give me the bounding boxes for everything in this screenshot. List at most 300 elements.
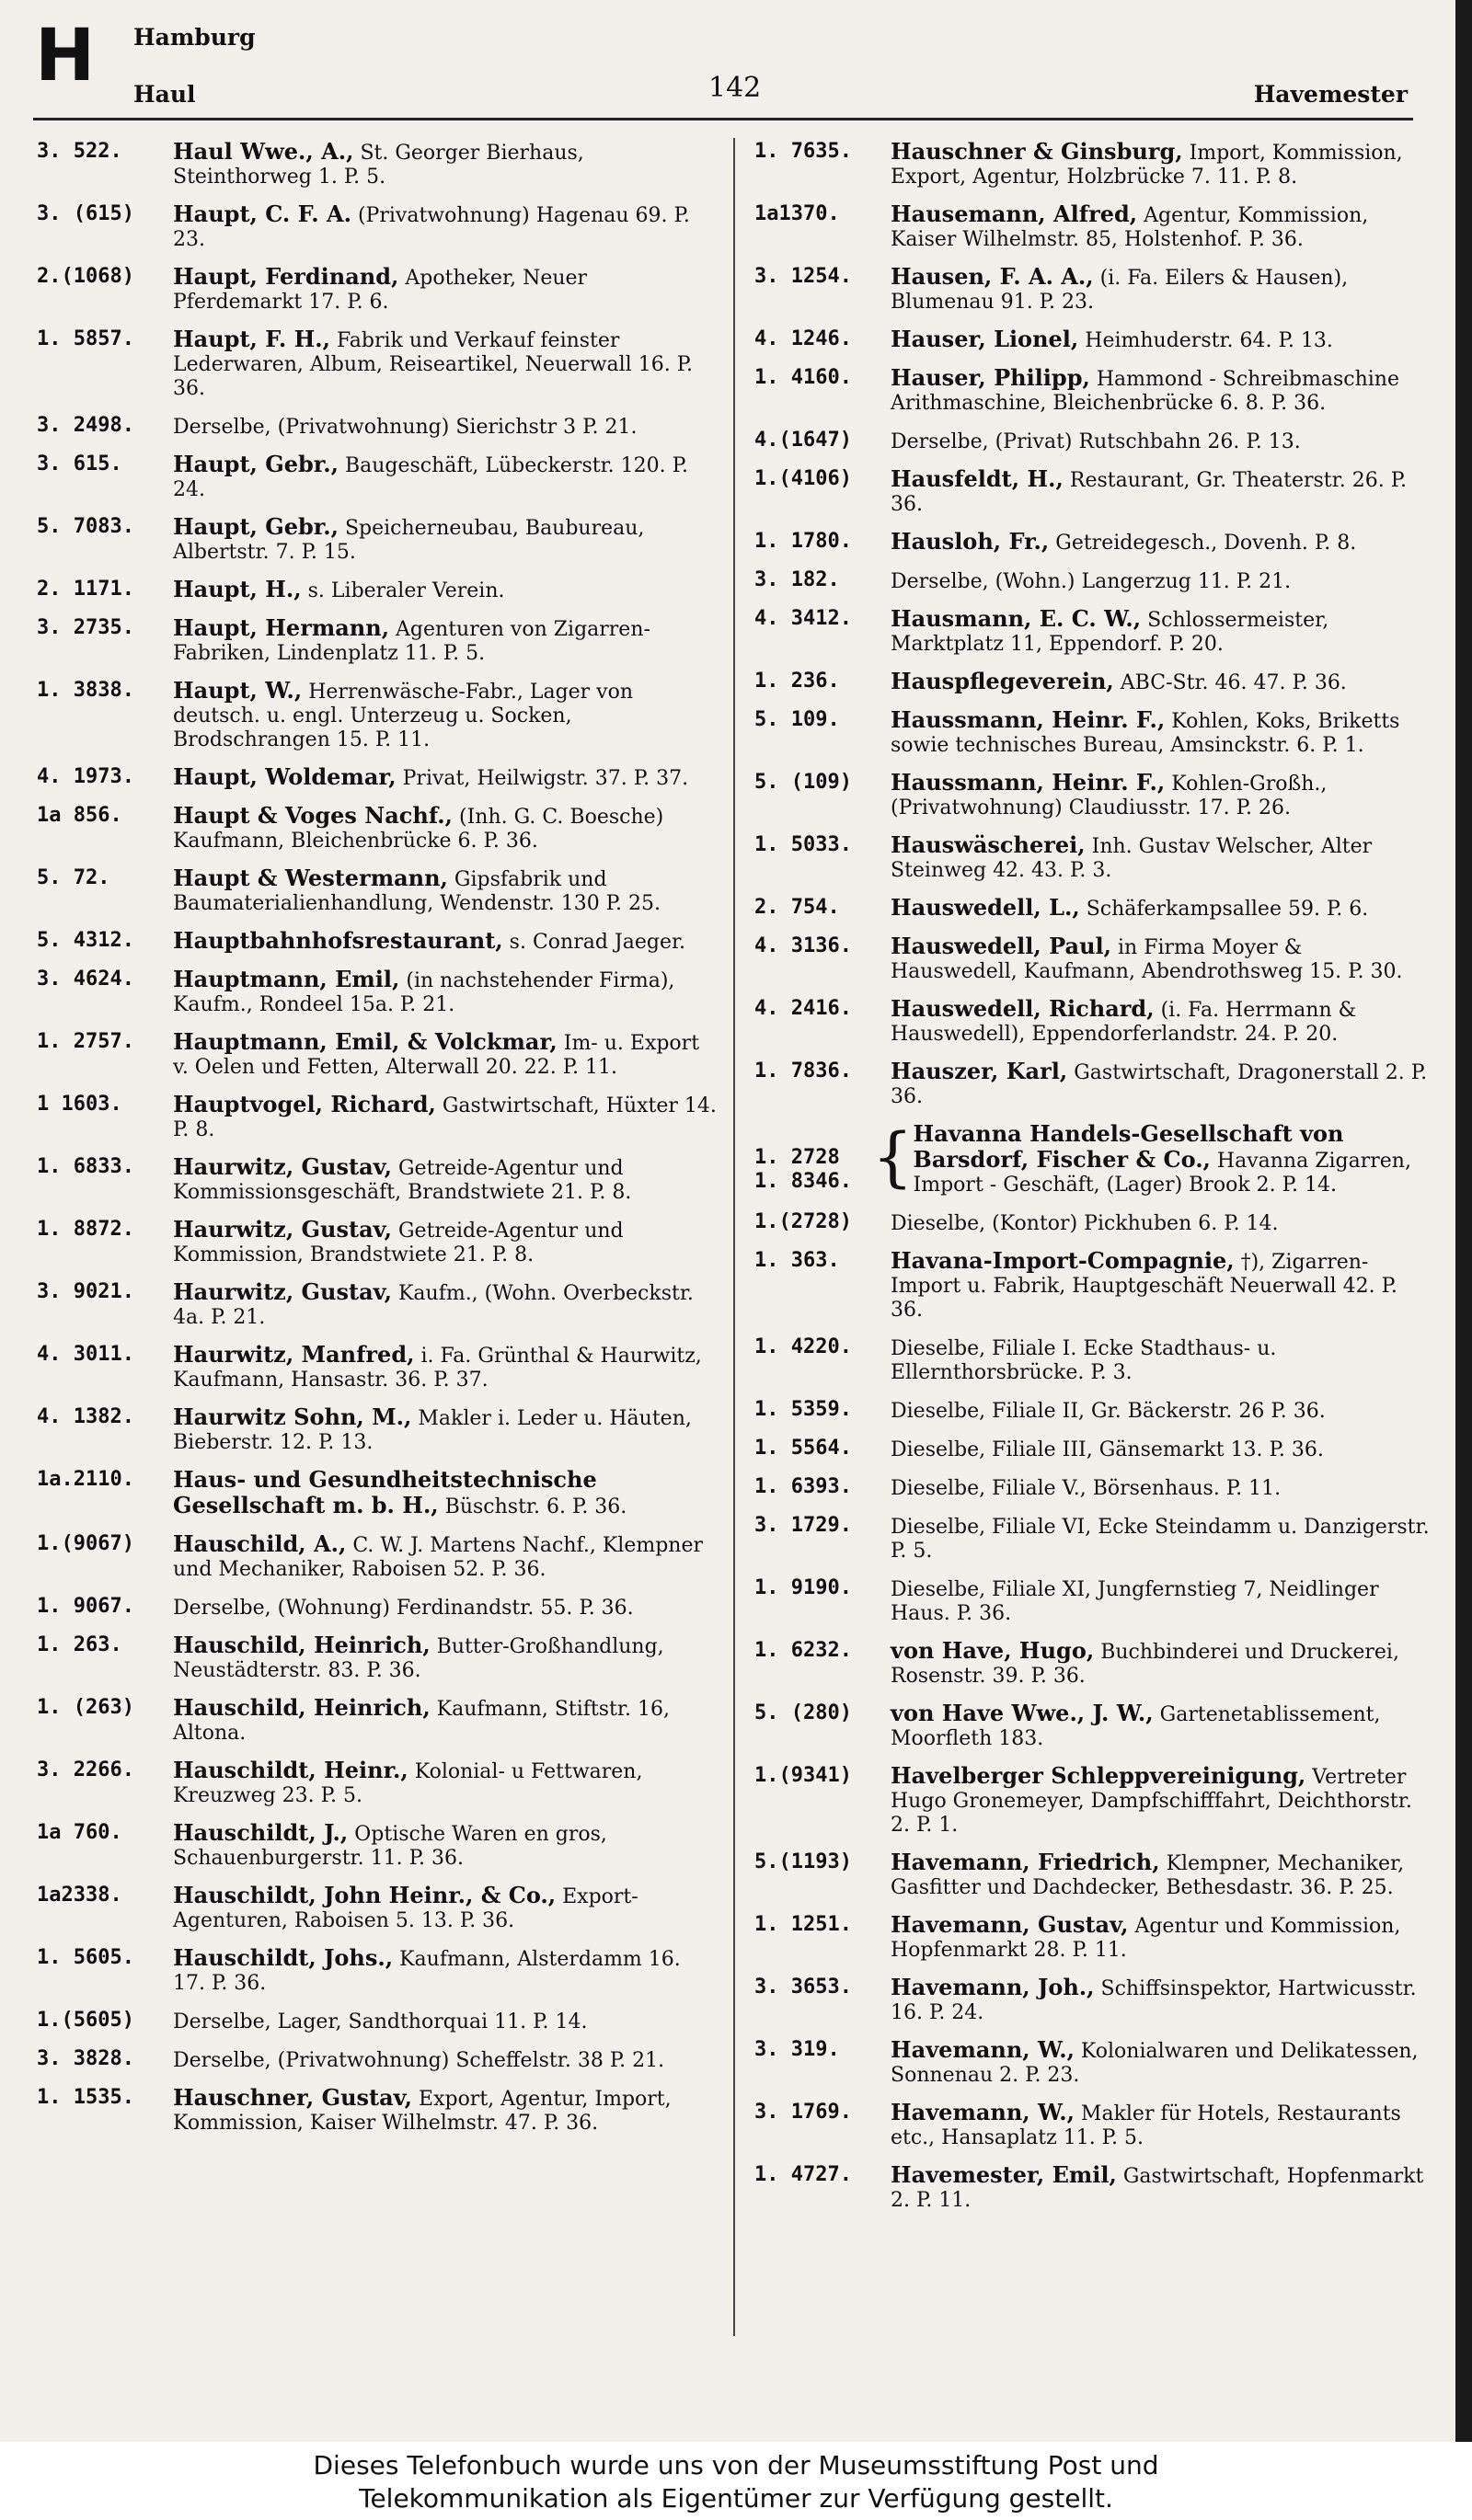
phone-number: 3. (615) <box>37 202 134 225</box>
entry-name: Haupt, W., <box>173 677 303 704</box>
directory-entry <box>754 2101 1435 2150</box>
directory-entry <box>37 616 718 666</box>
header-divider <box>33 118 1413 120</box>
entry-details: Derselbe, Lager, Sandthorquai 11. P. 14. <box>173 2010 588 2033</box>
phone-number: 1. 3838. <box>37 679 134 702</box>
entry-name: Hausloh, Fr., <box>891 528 1050 555</box>
entry-text <box>891 1335 1435 1385</box>
entry-details: Schiffsinspektor, Hartwicusstr. 16. P. 24. <box>891 1977 1417 2024</box>
directory-entry <box>37 1821 718 1871</box>
phone-number: 5. 109. <box>754 708 840 731</box>
directory-entry <box>754 997 1435 1047</box>
directory-entry <box>37 1633 718 1683</box>
directory-entry <box>754 467 1435 517</box>
entry-name: Havanna Handels-Gesellschaft von Barsdorf, Fischer & Co., <box>913 1120 1344 1173</box>
entry-text <box>891 1210 1435 1236</box>
entry-text <box>173 1405 718 1455</box>
entry-text <box>173 202 718 252</box>
entry-details: Getreidegesch., Dovenh. P. 8. <box>1055 532 1357 555</box>
footer-line: Dieses Telefonbuch wurde uns von der Museumsstiftung Post und <box>313 2450 1159 2480</box>
entry-text <box>173 140 718 189</box>
entry-details: Gartenetablissement, Moorfleth 183. <box>891 1703 1381 1750</box>
entry-name: Hausemann, Alfred, <box>891 200 1138 227</box>
directory-entry <box>754 1398 1435 1424</box>
entry-text <box>173 679 718 752</box>
entry-text <box>891 1576 1435 1626</box>
phone-number: 3. 182. <box>754 568 840 591</box>
left-column <box>37 140 718 2148</box>
entry-text <box>173 1758 718 1808</box>
entry-details: Im- u. Export v. Oelen und Fetten, Alterwall 20. 22. P. 11. <box>173 1032 700 1079</box>
entry-name: Hausen, F. A. A., <box>891 263 1094 290</box>
phone-number: 3. 319. <box>754 2038 840 2061</box>
phone-number: 1. 5564. <box>754 1437 852 1460</box>
entry-text <box>173 1280 718 1330</box>
entry-details: Derselbe, (Wohnung) Ferdinandstr. 55. P. 36. <box>173 1597 634 1620</box>
entry-name: Havemann, Gustav, <box>891 1911 1129 1938</box>
entry-text <box>173 968 718 1017</box>
phone-number: 5. (280) <box>754 1701 852 1724</box>
phone-number: 3. 2735. <box>37 616 134 639</box>
directory-entry <box>37 140 718 189</box>
entry-name: Hausmann, E. C. W., <box>891 605 1142 632</box>
entry-name: Havemann, W., <box>891 2099 1075 2125</box>
entry-text <box>891 530 1435 556</box>
phone-number: 4. 1246. <box>754 327 852 350</box>
phone-number: 1. 2757. <box>37 1030 134 1053</box>
entry-text <box>173 1155 718 1205</box>
phone-number: 1. 5605. <box>37 1946 134 1969</box>
phone-number: 1. 9190. <box>754 1576 852 1599</box>
directory-entry <box>754 896 1435 922</box>
entry-details: Schlossermeister, Marktplatz 11, Eppendorf. P. 20. <box>891 609 1329 656</box>
directory-entry <box>37 2009 718 2034</box>
directory-entry <box>754 1976 1435 2025</box>
phone-number: 1. 4220. <box>754 1335 852 1358</box>
entry-text <box>891 265 1435 315</box>
entry-details: Agenturen von Zigarren-Fabriken, Lindenplatz 11. P. 5. <box>173 618 650 665</box>
phone-number: 1. 1251. <box>754 1913 852 1936</box>
phone-number: 4. 2416. <box>754 997 852 1020</box>
entry-name: Hauswäscherei, <box>891 831 1086 858</box>
phone-number: 3. 2266. <box>37 1758 134 1781</box>
phone-number: 1. 4160. <box>754 366 852 389</box>
entry-details: Herrenwäsche-Fabr., Lager von deutsch. u. engl. Unterzeug u. Socken, Brodschrangen 15. P. 11. <box>173 681 634 751</box>
phone-number: 1. 7635. <box>754 140 852 163</box>
entry-text <box>891 568 1435 594</box>
entry-name: Haupt, H., <box>173 576 302 602</box>
directory-entry <box>37 2086 718 2136</box>
entry-details: Agentur und Kommission, Hopfenmarkt 28. P. 11. <box>891 1915 1401 1962</box>
entry-name: Hauschild, A., <box>173 1530 347 1557</box>
phone-number: 1. 5359. <box>754 1398 852 1421</box>
entry-name: Havemann, Friedrich, <box>891 1849 1160 1875</box>
entry-text <box>173 866 718 916</box>
directory-entry <box>37 1343 718 1392</box>
directory-entry <box>37 1696 718 1746</box>
entry-details: Dieselbe, Filiale XI, Jungfernstieg 7, Neidlinger Haus. P. 36. <box>891 1578 1379 1625</box>
directory-entry <box>37 1405 718 1455</box>
entry-text <box>173 327 718 401</box>
directory-entry <box>754 429 1435 454</box>
entry-text <box>891 1475 1435 1501</box>
entry-name: Haupt, C. F. A. <box>173 200 351 227</box>
phone-number: 1a 760. <box>37 1821 122 1844</box>
entry-details: Restaurant, Gr. Theaterstr. 26. P. 36. <box>891 469 1408 516</box>
entry-details: C. W. J. Martens Nachf., Klempner und Mechaniker, Raboisen 52. P. 36. <box>173 1534 704 1581</box>
entry-name: Hauptmann, Emil, <box>173 966 400 992</box>
entry-text <box>173 929 718 955</box>
entry-name: Haupt & Voges Nachf., <box>173 802 453 829</box>
phone-number: 1a2338. <box>37 1884 122 1907</box>
entry-name: Haurwitz, Gustav, <box>173 1216 392 1243</box>
phone-number: 3. 1729. <box>754 1514 852 1537</box>
phone-number: 5.(1193) <box>754 1850 852 1873</box>
directory-entry <box>754 1639 1435 1689</box>
directory-entry <box>37 1155 718 1205</box>
entry-text <box>891 140 1435 189</box>
entry-text <box>173 804 718 853</box>
entry-name: Hauschild, Heinrich, <box>173 1694 431 1721</box>
entry-name: Haupt, Ferdinand, <box>173 263 399 290</box>
entry-text <box>173 616 718 666</box>
entry-details: Büschstr. 6. P. 36. <box>444 1495 627 1518</box>
phone-number: 1. 263. <box>37 1633 122 1656</box>
entry-details: Dieselbe, Filiale I. Ecke Stadthaus- u. Ellernthorsbrücke. P. 3. <box>891 1337 1277 1384</box>
bracket-entry <box>754 1119 1435 1197</box>
directory-entry <box>37 866 718 916</box>
entry-text <box>891 1639 1435 1689</box>
entry-details: Derselbe, (Privatwohnung) Scheffelstr. 38 P. 21. <box>173 2049 665 2072</box>
right-column <box>754 140 1435 2226</box>
phone-number: 1. 2728 <box>754 1146 840 1169</box>
entry-name: Hauszer, Karl, <box>891 1058 1068 1084</box>
directory-entry <box>37 968 718 1017</box>
phone-number: 1a 856. <box>37 804 122 827</box>
directory-entry <box>754 1249 1435 1323</box>
entry-text <box>891 708 1435 758</box>
entry-details: s. Liberaler Verein. <box>307 579 505 602</box>
directory-entry <box>754 1475 1435 1501</box>
entry-details: Speicherneubau, Baubureau, Albertstr. 7. P. 15. <box>173 517 645 564</box>
entry-details: Fabrik und Verkauf feinster Lederwaren, Album, Reiseartikel, Neuerwall 16. P. 36. <box>173 329 694 400</box>
entry-text <box>891 607 1435 657</box>
phone-number: 1a1370. <box>754 202 840 225</box>
entry-details: Butter-Großhandlung, Neustädterstr. 83. P. 36. <box>173 1635 664 1682</box>
entry-details: s. Conrad Jaeger. <box>509 931 686 954</box>
entry-text <box>173 452 718 502</box>
entry-name: Hauptvogel, Richard, <box>173 1091 436 1117</box>
phone-number: 4. 3011. <box>37 1343 134 1366</box>
entry-name: Hauschner & Ginsburg, <box>891 138 1183 165</box>
entry-details: Klempner, Mechaniker, Gasfitter und Dachdecker, Bethesdastr. 36. P. 25. <box>891 1852 1405 1899</box>
directory-entry <box>754 1850 1435 1900</box>
entry-text <box>173 1030 718 1080</box>
entry-text <box>173 1884 718 1933</box>
entry-details: Hammond - Schreibmaschine Arithmaschine, Bleichenbrücke 6. 8. P. 36. <box>891 368 1399 415</box>
directory-entry <box>754 265 1435 315</box>
last-entry-keyword: Havemester <box>1253 81 1408 108</box>
entry-details: Kaufmann, Alsterdamm 16. 17. P. 36. <box>173 1948 681 1995</box>
directory-entry <box>754 366 1435 416</box>
phone-number: 1. 6833. <box>37 1155 134 1178</box>
entry-text <box>891 771 1435 820</box>
directory-entry <box>754 1437 1435 1462</box>
directory-entry <box>37 679 718 752</box>
phone-number: 2.(1068) <box>37 265 134 288</box>
entry-details: Import, Kommission, Export, Agentur, Holzbrücke 7. 11. P. 8. <box>891 142 1403 189</box>
entry-text <box>173 1595 718 1621</box>
phone-number: 1.(9341) <box>754 1764 852 1787</box>
entry-text <box>173 1532 718 1582</box>
entry-name: Hauschildt, Johs., <box>173 1944 394 1971</box>
entry-text <box>891 429 1435 454</box>
bracket-numbers <box>754 1122 872 1197</box>
entry-name: Hauswedell, Richard, <box>891 995 1155 1022</box>
phone-number: 3. 3653. <box>754 1976 852 1999</box>
entry-details: Baugeschäft, Lübeckerstr. 120. P. 24. <box>173 454 688 501</box>
entry-details: Optische Waren en gros, Schauenburgerstr. 11. P. 36. <box>173 1823 607 1870</box>
entry-text <box>891 1764 1435 1838</box>
entry-name: Haurwitz, Gustav, <box>173 1278 392 1305</box>
entry-details: Dieselbe, Filiale V., Börsenhaus. P. 11. <box>891 1477 1282 1500</box>
entry-details: St. Georger Bierhaus, Steinthorweg 1. P. 5. <box>173 142 584 189</box>
directory-entry <box>37 1884 718 1933</box>
entry-name: Hauschildt, Heinr., <box>173 1757 408 1783</box>
entry-name: von Have Wwe., J. W., <box>891 1700 1154 1726</box>
phone-number: 1. 5033. <box>754 833 852 856</box>
directory-entry <box>37 1030 718 1080</box>
first-entry-keyword: Haul <box>133 81 196 108</box>
directory-entry <box>37 1218 718 1267</box>
phone-number: 1.(5605) <box>37 2009 134 2032</box>
directory-entry <box>37 1946 718 1996</box>
entry-text <box>891 670 1435 695</box>
entry-details: Kohlen-Großh., (Privatwohnung) Claudiusstr. 17. P. 26. <box>891 773 1328 819</box>
entry-text <box>891 1398 1435 1424</box>
footer-line: Telekommunikation als Eigentümer zur Verfügung gestellt. <box>359 2483 1113 2514</box>
entry-text <box>173 1468 718 1519</box>
entry-details: Privat, Heilwigstr. 37. P. 37. <box>402 767 689 790</box>
directory-entry <box>754 1060 1435 1109</box>
entry-details: Agentur, Kommission, Kaiser Wilhelmstr. 85, Holstenhof. P. 36. <box>891 204 1369 251</box>
footer-notice <box>0 2442 1472 2520</box>
entry-name: von Have, Hugo, <box>891 1637 1095 1664</box>
entry-text <box>173 1633 718 1683</box>
directory-entry <box>37 765 718 791</box>
entry-text <box>173 765 718 791</box>
phone-number: 4.(1647) <box>754 429 852 452</box>
phone-number: 5. 72. <box>37 866 110 889</box>
entry-text <box>173 2086 718 2136</box>
entry-text <box>173 578 718 603</box>
entry-details: Derselbe, (Privatwohnung) Sierichstr 3 P. 21. <box>173 416 638 439</box>
entry-text <box>891 1249 1435 1323</box>
directory-entry <box>37 1280 718 1330</box>
entry-name: Hauschildt, John Heinr., & Co., <box>173 1882 557 1908</box>
entry-text <box>891 1437 1435 1462</box>
entry-text <box>891 997 1435 1047</box>
entry-details: Dieselbe, Filiale II, Gr. Bäckerstr. 26 P. 36. <box>891 1400 1326 1423</box>
entry-details: Havanna Zigarren, Import - Geschäft, (Lager) Brook 2. P. 14. <box>913 1150 1411 1197</box>
phone-number: 3. 615. <box>37 452 122 475</box>
entry-text <box>891 1850 1435 1900</box>
entry-name: Havemester, Emil, <box>891 2161 1117 2188</box>
entry-details: Export, Agentur, Import, Kommission, Kaiser Wilhelmstr. 47. P. 36. <box>173 2088 672 2135</box>
entry-name: Hauptbahnhofsrestaurant, <box>173 927 503 954</box>
entry-details: Kaufm., (Wohn. Overbeckstr. 4a. P. 21. <box>173 1282 694 1329</box>
directory-entry <box>37 414 718 440</box>
directory-entry <box>37 265 718 315</box>
right-column-top-entries <box>754 140 1435 1109</box>
entry-text <box>173 1696 718 1746</box>
entry-text <box>891 327 1435 353</box>
phone-number: 1. 1780. <box>754 530 852 553</box>
entry-name: Haussmann, Heinr. F., <box>891 769 1166 796</box>
phone-number: 1.(9067) <box>37 1532 134 1555</box>
directory-entry <box>754 1210 1435 1236</box>
entry-text <box>173 1343 718 1392</box>
directory-entry <box>37 452 718 502</box>
phone-number: 3. 2498. <box>37 414 134 437</box>
entry-details: Export-Agenturen, Raboisen 5. 13. P. 36. <box>173 1885 638 1932</box>
entry-name: Hauser, Lionel, <box>891 326 1079 352</box>
entry-details: Dieselbe, Filiale III, Gänsemarkt 13. P. 36. <box>891 1438 1324 1461</box>
entry-name: Havelberger Schleppvereinigung, <box>891 1762 1306 1789</box>
entry-details: Apotheker, Neuer Pferdemarkt 17. P. 6. <box>173 267 588 314</box>
entry-text <box>891 896 1435 922</box>
phone-number: 1. 1535. <box>37 2086 134 2109</box>
phone-number: 3. 1254. <box>754 265 852 288</box>
entry-details: Makler i. Leder u. Häuten, Bieberstr. 12. P. 13. <box>173 1407 692 1454</box>
entry-text <box>891 202 1435 252</box>
directory-entry <box>37 1758 718 1808</box>
entry-name: Hauspflegeverein, <box>891 668 1114 694</box>
phone-number: 1. 8872. <box>37 1218 134 1241</box>
entry-name: Haupt, Hermann, <box>173 614 390 641</box>
entry-details: (Privatwohnung) Hagenau 69. P. 23. <box>173 204 690 251</box>
entry-name: Haupt, F. H., <box>173 326 330 352</box>
entry-details: Buchbinderei und Druckerei, Rosenstr. 39. P. 36. <box>891 1641 1399 1688</box>
directory-entry <box>754 2038 1435 2088</box>
entry-details: i. Fa. Grünthal & Haurwitz, Kaufmann, Hansastr. 36. P. 37. <box>173 1345 702 1392</box>
entry-text <box>891 2163 1435 2213</box>
directory-entry <box>37 1532 718 1582</box>
entry-details: Schäferkampsallee 59. P. 6. <box>1086 898 1369 921</box>
phone-number: 1. 7836. <box>754 1060 852 1082</box>
directory-entry <box>754 1514 1435 1564</box>
entry-name: Hauschner, Gustav, <box>173 2084 413 2111</box>
page-number: 142 <box>708 72 762 104</box>
entry-text <box>891 467 1435 517</box>
entry-name: Haurwitz, Gustav, <box>173 1153 392 1180</box>
directory-entry <box>754 1701 1435 1751</box>
phone-number: 1. 6393. <box>754 1475 852 1498</box>
entry-name: Hauser, Philipp, <box>891 364 1090 391</box>
phone-number: 1a.2110. <box>37 1468 134 1491</box>
entry-name: Haus- und Gesundheitstechnische Gesellschaft m. b. H., <box>173 1466 597 1518</box>
directory-entry <box>754 607 1435 657</box>
phone-number: 2. 754. <box>754 896 840 919</box>
entry-text <box>891 1701 1435 1751</box>
entry-name: Havemann, W., <box>891 2036 1075 2063</box>
entry-name: Haupt, Gebr., <box>173 513 339 540</box>
right-column-bottom-entries <box>754 1210 1435 2213</box>
entry-name: Hauptmann, Emil, & Volckmar, <box>173 1028 558 1055</box>
entry-text <box>173 1093 718 1142</box>
entry-details: Gastwirtschaft, Hüxter 14. P. 8. <box>173 1094 717 1141</box>
directory-entry <box>754 1576 1435 1626</box>
directory-entry <box>37 1093 718 1142</box>
phone-number: 1. 8346. <box>754 1170 852 1193</box>
phone-number: 2. 1171. <box>37 578 134 601</box>
directory-entry <box>37 2047 718 2073</box>
directory-entry <box>754 140 1435 189</box>
directory-entry <box>754 530 1435 556</box>
phone-number: 4. 3412. <box>754 607 852 630</box>
entry-text <box>891 1060 1435 1109</box>
entry-details: Gipsfabrik und Baumaterialienhandlung, Wendenstr. 130 P. 25. <box>173 868 661 915</box>
phone-number: 1. 9067. <box>37 1595 134 1618</box>
entry-details: Gastwirtschaft, Hopfenmarkt 2. P. 11. <box>891 2165 1424 2212</box>
phone-number: 1. (263) <box>37 1696 134 1719</box>
entry-text <box>173 1946 718 1996</box>
phone-number: 5. 4312. <box>37 929 134 952</box>
directory-entry <box>754 1335 1435 1385</box>
entry-details: †), Zigarren-Import u. Fabrik, Hauptgeschäft Neuerwall 42. P. 36. <box>891 1251 1397 1322</box>
directory-entry <box>37 578 718 603</box>
phone-number: 1. 363. <box>754 1249 840 1272</box>
directory-entry <box>754 670 1435 695</box>
entry-details: Getreide-Agentur und Kommissionsgeschäft, Brandstwiete 21. P. 8. <box>173 1157 632 1204</box>
directory-entry <box>754 568 1435 594</box>
phone-number: 4. 3136. <box>754 934 852 957</box>
curly-brace-icon: { <box>872 1119 914 1195</box>
entry-name: Haupt, Gebr., <box>173 451 339 477</box>
directory-entry <box>37 1595 718 1621</box>
entry-name: Haussmann, Heinr. F., <box>891 706 1166 733</box>
entry-name: Havana-Import-Compagnie, <box>891 1247 1235 1274</box>
entry-name: Hauschildt, J., <box>173 1819 349 1846</box>
entry-text <box>891 1913 1435 1963</box>
directory-entry <box>754 771 1435 820</box>
entry-details: Kolonial- u Fettwaren, Kreuzweg 23. P. 5. <box>173 1760 643 1807</box>
entry-details: (Inh. G. C. Boesche) Kaufmann, Bleichenbrücke 6. P. 36. <box>173 806 664 853</box>
entry-details: Inh. Gustav Welscher, Alter Steinweg 42. 43. P. 3. <box>891 835 1373 882</box>
entry-details: Heimhuderstr. 64. P. 13. <box>1085 329 1333 352</box>
phone-number: 1. 6232. <box>754 1639 852 1662</box>
directory-entry <box>754 1913 1435 1963</box>
entry-name: Haurwitz Sohn, M., <box>173 1403 412 1430</box>
entry-text <box>891 366 1435 416</box>
entry-text <box>173 265 718 315</box>
directory-entry <box>754 934 1435 984</box>
entry-text <box>173 515 718 565</box>
phone-number: 3. 9021. <box>37 1280 134 1303</box>
entry-text <box>173 2047 718 2073</box>
entry-details: Vertreter Hugo Gronemeyer, Dampfschifffahrt, Deichthorstr. 2. P. 1. <box>891 1766 1412 1837</box>
phone-number: 3. 522. <box>37 140 122 163</box>
entry-text <box>891 1514 1435 1564</box>
phone-number: 1. 5857. <box>37 327 134 350</box>
city-heading: Hamburg <box>133 24 256 51</box>
directory-entry <box>754 833 1435 883</box>
phone-number: 5. 7083. <box>37 515 134 538</box>
entry-details: Kolonialwaren und Delikatessen, Sonnenau 2. P. 23. <box>891 2040 1419 2087</box>
directory-entry <box>754 708 1435 758</box>
phone-number: 1. 4727. <box>754 2163 852 2186</box>
entry-text <box>891 833 1435 883</box>
